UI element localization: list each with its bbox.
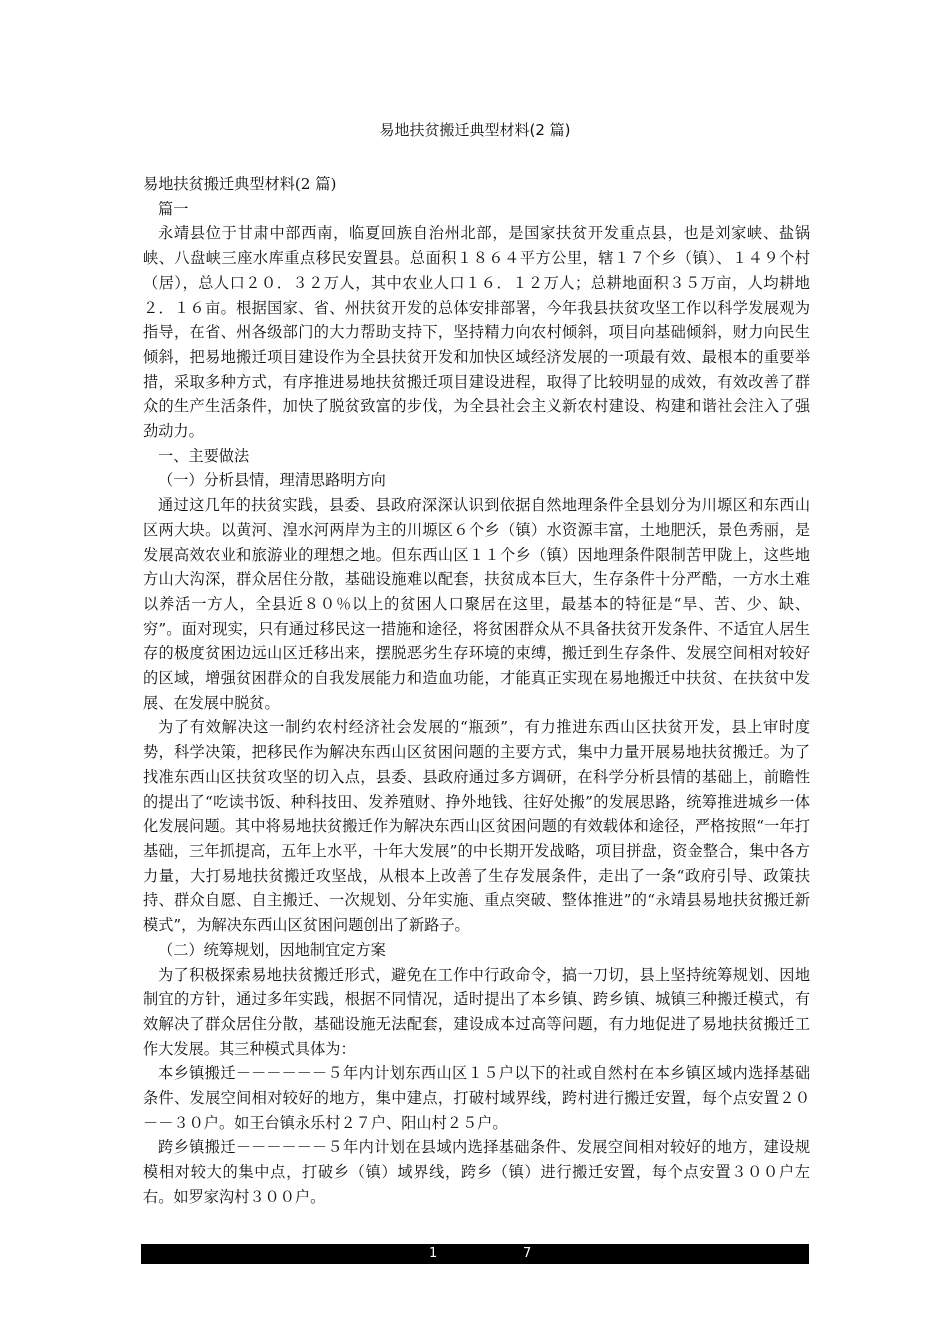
subtitle-paragraph: 易地扶贫搬迁典型材料(2 篇) bbox=[143, 175, 337, 193]
paragraph-bottleneck: 为了有效解决这一制约农村经济社会发展的“瓶颈”，有力推进东西山区扶贫开发，县上审时度势，科学决策，把移民作为解决东西山区贫困问题的主要方式，集中力量开展易地扶贫搬迁。为了找准东西山区扶贫攻坚的切入点，县委、县政府通过多方调研，在科学分析县情的基础上，前瞻性的提出了“吃读书饭、种科技田、发养殖财、挣外地钱、往好处搬”的发展思路，统筹推进城乡一体化发展问题。其中将易地扶贫搬迁作为解决东西山区贫困问题的有效载体和途径，严格按照“一年打基础，三年抓提高，五年上水平，十年大发展”的中长期开发战略，项目拼盘，资金整合，集中各方力量，大打易地扶贫搬迁攻坚战，从根本上改善了生存发展条件，走出了一条“政府引导、政策扶持、群众自愿、自主搬迁、一次规划、分年实施、重点突破、整体推进”的“永靖县易地扶贫搬迁新模式”，为解决东西山区贫困问题创出了新路子。 bbox=[143, 718, 810, 935]
document-body bbox=[143, 172, 810, 1210]
intro-paragraph: 永靖县位于甘肃中部西南，临夏回族自治州北部，是国家扶贫开发重点县，也是刘家峡、盐锅峡、八盘峡三座水库重点移民安置县。总面积１８６４平方公里，辖１７个乡（镇）、１４９个村（居），总人口２０．３２万人，其中农业人口１６．１２万人；总耕地面积３５万亩，人均耕地２．１６亩。根据国家、省、州扶贫开发的总体安排部署，今年我县扶贫攻坚工作以科学发展观为指导，在省、州各级部门的大力帮助支持下，坚持精力向农村倾斜，项目向基础倾斜，财力向民生倾斜，把易地搬迁项目建设作为全县扶贫开发和加快区域经济发展的一项最有效、最根本的重要举措，采取多种方式，有序推进易地扶贫搬迁项目建设进程，取得了比较明显的成效，有效改善了群众的生产生活条件，加快了脱贫致富的步伐，为全县社会主义新农村建设、构建和谐社会注入了强劲动力。 bbox=[143, 224, 810, 441]
document-title: 易地扶贫搬迁典型材料(2 篇) bbox=[379, 121, 571, 139]
paragraph-cross-township-relocation: 跨乡镇搬迁－－－－－－５年内计划在县域内选择基础条件、发展空间相对较好的地方，建设规模相对较大的集中点，打破乡（镇）域界线，跨乡（镇）进行搬迁安置，每个点安置３００户左右。如罗家沟村３００户。 bbox=[143, 1138, 810, 1206]
page-number-total: 7 bbox=[523, 1246, 532, 1261]
heading-main-practices: 一、主要做法 bbox=[158, 446, 250, 465]
subheading-analysis: （一）分析县情，理清思路明方向 bbox=[158, 471, 386, 490]
paragraph-planning: 为了积极探索易地扶贫搬迁形式，避免在工作中行政命令，搞一刀切，县上坚持统筹规划、因地制宜的方针，通过多年实践，根据不同情况，适时提出了本乡镇、跨乡镇、城镇三种搬迁模式，有效解决了群众居住分散，基础设施无法配套，建设成本过高等问题，有力地促进了易地扶贫搬迁工作大发展。其三种模式具体为： bbox=[143, 965, 810, 1058]
paragraph-analysis: 通过这几年的扶贫实践，县委、县政府深深认识到依据自然地理条件全县划分为川塬区和东西山区两大块。以黄河、湟水河两岸为主的川塬区６个乡（镇）水资源丰富，土地肥沃，景色秀丽，是发展高效农业和旅游业的理想之地。但东西山区１１个乡（镇）因地理条件限制苦甲陇上，这些地方山大沟深，群众居住分散，基础设施难以配套，扶贫成本巨大，生存条件十分严酷，一方水土难以养活一方人，全县近８０％以上的贫困人口聚居在这里，最基本的特征是“旱、苦、少、缺、穷”。面对现实，只有通过移民这一措施和途径，将贫困群众从不具备扶贫开发条件、不适宜人居生存的极度贫困边远山区迁移出来，摆脱恶劣生存环境的束缚，搬迁到生存条件、发展空间相对较好的区域，增强贫困群众的自我发展能力和造血功能，才能真正实现在易地搬迁中扶贫、在扶贫中发展、在发展中脱贫。 bbox=[143, 496, 810, 712]
subheading-planning: （二）统筹规划，因地制宜定方案 bbox=[158, 940, 386, 959]
page-number-current: 1 bbox=[429, 1246, 438, 1261]
paragraph-local-relocation: 本乡镇搬迁－－－－－－５年内计划东西山区１５户以下的社或自然村在本乡镇区域内选择基础条件、发展空间相对较好的地方，集中建点，打破村域界线，跨村进行搬迁安置，每个点安置２０－－３０户。如王台镇永乐村２７户、阳山村２５户。 bbox=[143, 1064, 810, 1132]
section-label-part-one: 篇一 bbox=[158, 199, 189, 218]
page-footer bbox=[141, 1244, 809, 1264]
